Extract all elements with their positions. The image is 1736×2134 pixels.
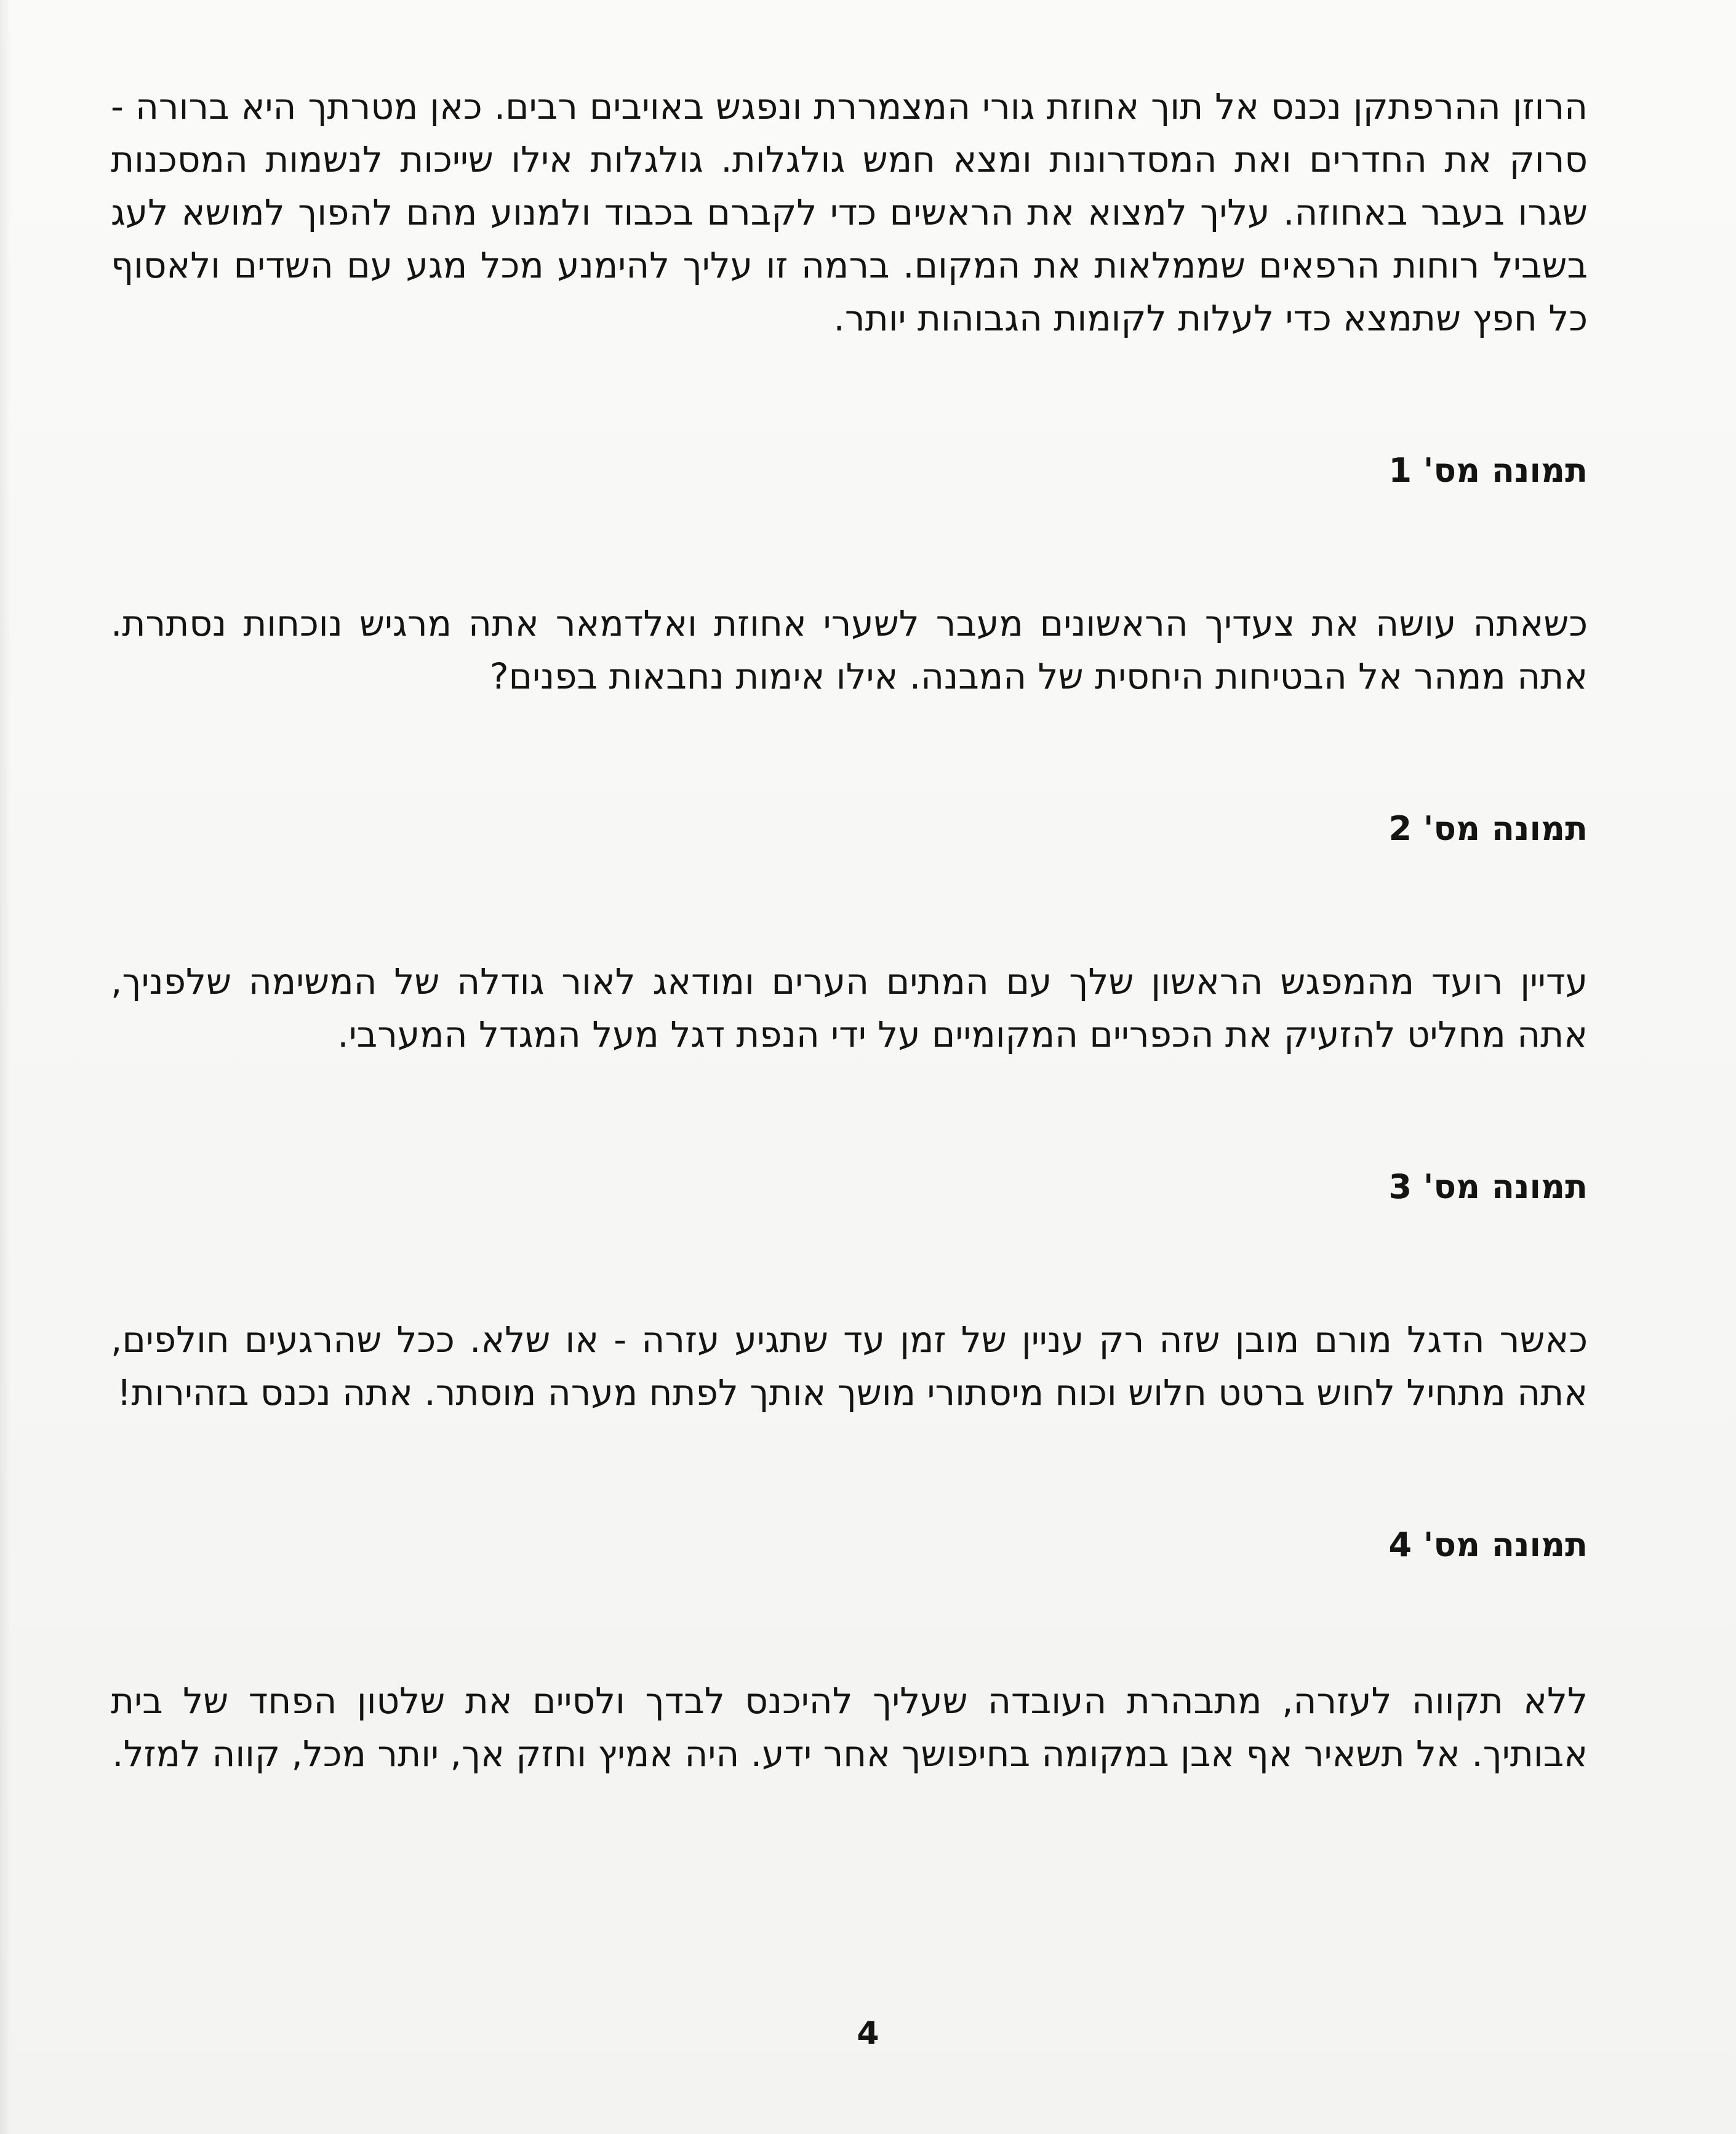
page-number: 4 [857, 2015, 879, 2052]
picture-4-paragraph: ללא תקווה לעזרה, מתבהרת העובדה שעליך להיכנס לבדך ולסיים את שלטון הפחד של בית אבותיך. אל תשאיר אף אבן במקומה בחיפושך אחר ידע. היה אמיץ וחזק אך, יותר מכל, קווה למזל. [111, 1680, 1588, 1775]
picture-2-heading: תמונה מס' 2 [1388, 809, 1588, 848]
picture-2-paragraph: עדיין רועד מהמפגש הראשון שלך עם המתים הערים ומודאג לאור גודלה של המשימה שלפניך, אתה מחליט להזעיק את הכפריים המקומיים על ידי הנפת דגל מעל המגדל המערבי. [111, 961, 1588, 1055]
picture-1-heading: תמונה מס' 1 [1388, 451, 1588, 490]
picture-3-heading: תמונה מס' 3 [1388, 1167, 1588, 1206]
intro-paragraph: הרוזן ההרפתקן נכנס אל תוך אחוזת גורי המצמררת ונפגש באויבים רבים. כאן מטרתך היא ברורה - סרוק את החדרים ואת המסדרונות ומצא חמש גולגלות. גולגלות אילו שייכות לנשמות המסכנות שגרו בעבר באחוזה. עליך למצוא את הראשים כדי לקברם בכבוד ולמנוע מהם להפוך למושא לעג בשביל רוחות הרפאים שממלאות את המקום. ברמה זו עליך להימנע מכל מגע עם השדים ולאסוף כל חפץ שתמצא כדי לעלות לקומות הגבוהות יותר. [111, 86, 1588, 339]
page-content [111, 80, 1588, 1780]
picture-3-paragraph: כאשר הדגל מורם מובן שזה רק עניין של זמן עד שתגיע עזרה - או שלא. ככל שהרגעים חולפים, אתה מתחיל לחוש ברטט חלוש וכוח מיסתורי מושך אותך לפתח מערה מוסתר. אתה נכנס בזהירות! [111, 1319, 1588, 1413]
picture-4-heading: תמונה מס' 4 [1388, 1525, 1588, 1564]
picture-1-paragraph: כשאתה עושה את צעדיך הראשונים מעבר לשערי אחוזת ואלדמאר אתה מרגיש נוכחות נסתרת. אתה ממהר אל הבטיחות היחסית של המבנה. אילו אימות נחבאות בפנים? [111, 602, 1588, 697]
page-edge-shadow [0, 0, 11, 2134]
